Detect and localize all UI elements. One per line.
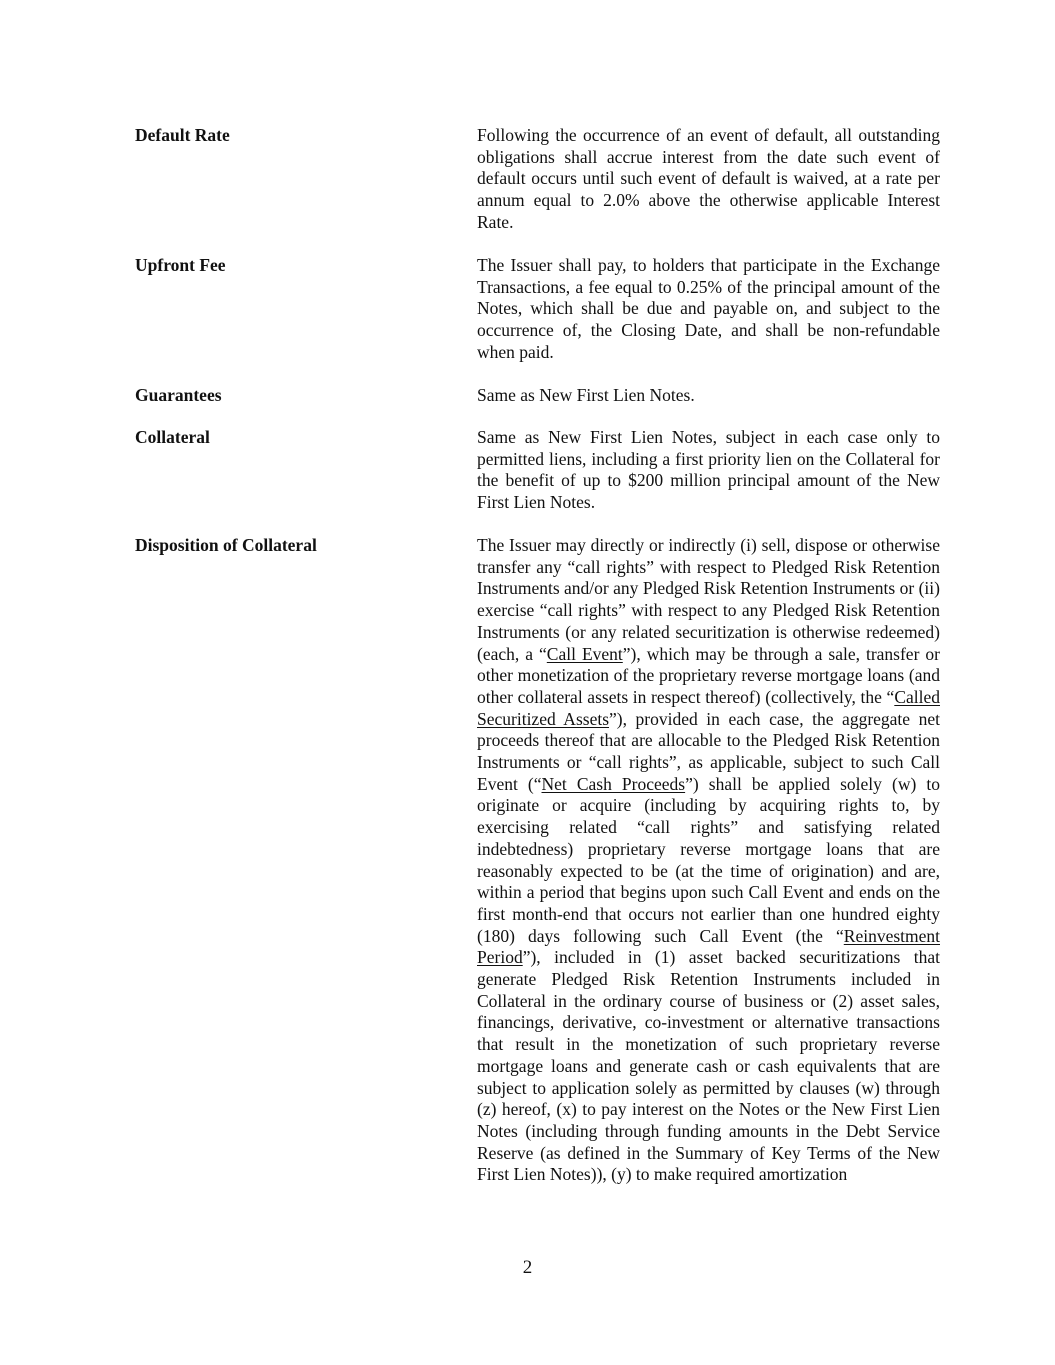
text-segment: ”) shall be applied solely (w) to originate or acquire (including by acquiring rights to, by exercising related “call rights” and satisfying related indebtedness) proprietary reverse mortgage loans that are reasonably expected to be (at the time of origination) and are, within a period that begins upon such Call Event and ends on the first month-end that occurs not earlier than one hundred eighty (180) days following such Call Event (the “ — [477, 773, 940, 946]
term-label: Collateral — [135, 427, 210, 447]
term-label: Upfront Fee — [135, 255, 226, 275]
defined-term-net-cash-proceeds: Net Cash Proceeds — [541, 773, 686, 794]
page-number: 2 — [522, 1257, 533, 1278]
term-description — [477, 535, 940, 1186]
term-description: Same as New First Lien Notes, subject in each case only to permitted liens, including a first priority lien on the Collateral for the benefit of up to $200 million principal amount of the New First Lien Notes. — [477, 427, 940, 513]
term-label: Disposition of Collateral — [135, 535, 317, 555]
term-label: Default Rate — [135, 125, 230, 145]
text-segment: ”), included in (1) asset backed securitizations that generate Pledged Risk Retention Instruments included in Collateral in the ordinary course of business or (2) asset sales, financings, derivative, co-investment or alternative transactions that result in the monetization of such proprietary reverse mortgage loans and generate cash or cash equivalents that are subject to application solely as permitted by clauses (w) through (z) hereof, (x) to pay interest on the Notes or the New First Lien Notes (including through funding amounts in the Debt Service Reserve (as defined in the Summary of Key Terms of the New First Lien Notes)), (y) to make required amortization — [477, 947, 940, 1185]
term-description: Following the occurrence of an event of default, all outstanding obligations shall accrue interest from the date such event of default occurs until such event of default is waived, at a rate per annum equal to 2.0% above the otherwise applicable Interest Rate. — [477, 125, 940, 232]
term-description: The Issuer shall pay, to holders that participate in the Exchange Transactions, a fee equal to 0.25% of the principal amount of the Notes, which shall be due and payable on, and subject to the occurrence of, the Closing Date, and shall be non-refundable when paid. — [477, 255, 940, 362]
text-segment: ”), which may be through a sale, transfer or other monetization of the proprietary reverse mortgage loans (and other collateral assets in respect thereof) (collectively, the “ — [477, 643, 940, 707]
defined-term-called-securitized-assets: Called Securitized Assets — [477, 686, 940, 729]
text-segment: The Issuer may directly or indirectly (i) sell, dispose or otherwise transfer any “call rights” with respect to Pledged Risk Retention Instruments and/or any Pledged Risk Retention Instruments or (ii) exercise “call rights” with respect to any Pledged Risk Retention Instruments (or any related securitization is otherwise redeemed) (each, a “ — [477, 535, 940, 664]
term-label: Guarantees — [135, 385, 222, 405]
text-segment: ”), provided in each case, the aggregate net proceeds thereof that are allocable to the Pledged Risk Retention Instruments or “call rights”, as applicable, subject to such Call Event (“ — [477, 708, 940, 794]
defined-term-reinvestment-period: Reinvestment Period — [477, 925, 940, 968]
term-description: Same as New First Lien Notes. — [477, 385, 695, 405]
defined-term-call-event: Call Event — [546, 643, 623, 664]
